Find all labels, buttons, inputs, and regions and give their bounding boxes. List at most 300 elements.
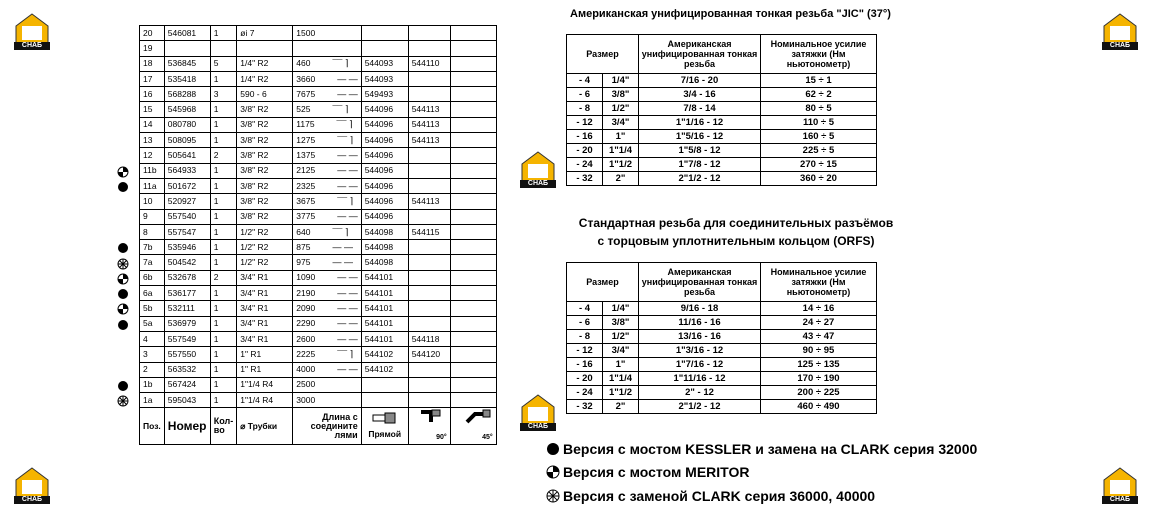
cell-length-value: 2325 bbox=[296, 180, 316, 191]
cell-tube-value: 3/8" R2 bbox=[240, 180, 269, 191]
cell-tube bbox=[237, 117, 293, 132]
cell-pos bbox=[140, 41, 165, 56]
cell-length bbox=[293, 362, 361, 377]
cell-angle45 bbox=[450, 347, 496, 362]
cell-qty bbox=[210, 270, 236, 285]
cell-angle90 bbox=[408, 301, 450, 316]
table-row bbox=[140, 331, 497, 346]
cell-straight-value: 544096 bbox=[364, 150, 394, 161]
header-qty-label: Кол- во bbox=[213, 416, 234, 436]
cell-qty-value: 2 bbox=[213, 272, 219, 283]
hose-end-arrow: — — bbox=[337, 364, 358, 375]
cell-length-value: 1275 bbox=[296, 134, 316, 145]
cell-number-value: 505641 bbox=[167, 150, 197, 161]
cell-qty bbox=[210, 56, 236, 71]
cell-tube-value: 1/2" R2 bbox=[240, 241, 269, 252]
cell-angle45 bbox=[450, 194, 496, 209]
table-row bbox=[140, 377, 497, 392]
cell-straight bbox=[361, 240, 408, 255]
cell-straight-value: 544102 bbox=[364, 364, 394, 375]
cell-tube-value: 3/8" R2 bbox=[240, 134, 269, 145]
hose-end-arrow: ¯¯ ⌉ bbox=[332, 226, 349, 237]
cell-pos bbox=[140, 255, 165, 270]
cell-pos-value: 3 bbox=[143, 348, 148, 359]
cell-tube-value: 3/4" R1 bbox=[240, 287, 269, 298]
cell-angle45 bbox=[450, 102, 496, 117]
jic-header-row bbox=[567, 35, 877, 74]
hose-end-arrow: ¯¯ ⌉ bbox=[332, 104, 349, 115]
cell-tube bbox=[237, 26, 293, 41]
cell-angle90 bbox=[408, 393, 450, 408]
hose-end-arrow: — — bbox=[337, 165, 358, 176]
cell-tube bbox=[237, 87, 293, 102]
logo-bottom-left bbox=[14, 466, 50, 502]
cell-length bbox=[293, 377, 361, 392]
cell-length bbox=[293, 347, 361, 362]
cell-angle90 bbox=[408, 56, 450, 71]
cell-straight-value: 544096 bbox=[364, 119, 394, 130]
cell-pos-value: 19 bbox=[143, 42, 153, 53]
half-circle-icon bbox=[117, 272, 129, 284]
header-angle45-label: 45° bbox=[482, 434, 493, 442]
orfs-row bbox=[567, 302, 877, 316]
orfs-cell-3: 170 ÷ 190 bbox=[761, 372, 877, 386]
jic-cell-0: - 12 bbox=[567, 116, 603, 130]
cell-pos-value: 1a bbox=[143, 394, 153, 405]
cell-straight bbox=[361, 117, 408, 132]
cell-angle45 bbox=[450, 209, 496, 224]
jic-cell-3: 15 ÷ 1 bbox=[761, 74, 877, 88]
cell-tube bbox=[237, 347, 293, 362]
cell-number-value: 595043 bbox=[167, 394, 197, 405]
table-row bbox=[140, 87, 497, 102]
cell-angle90 bbox=[408, 102, 450, 117]
cell-length-value: 3660 bbox=[296, 73, 316, 84]
jic-row bbox=[567, 116, 877, 130]
cell-number bbox=[164, 362, 210, 377]
logo-mid bbox=[520, 150, 556, 186]
jic-table bbox=[566, 34, 877, 186]
cell-angle90 bbox=[408, 163, 450, 178]
cell-qty bbox=[210, 133, 236, 148]
cell-angle90 bbox=[408, 26, 450, 41]
cell-length bbox=[293, 209, 361, 224]
table-row bbox=[140, 194, 497, 209]
cross-circle-icon bbox=[117, 394, 129, 406]
cell-angle45 bbox=[450, 71, 496, 86]
orfs-cell-3: 43 ÷ 47 bbox=[761, 330, 877, 344]
cell-pos-value: 7b bbox=[143, 241, 153, 252]
jic-cell-3: 62 ÷ 2 bbox=[761, 88, 877, 102]
cell-length bbox=[293, 224, 361, 239]
cell-angle45 bbox=[450, 286, 496, 301]
orfs-cell-2: 13/16 - 16 bbox=[639, 330, 761, 344]
orfs-cell-3: 460 ÷ 490 bbox=[761, 400, 877, 414]
jic-cell-3: 360 ÷ 20 bbox=[761, 172, 877, 186]
hose-end-arrow: — — bbox=[337, 73, 358, 84]
cell-angle45 bbox=[450, 133, 496, 148]
full-circle-icon bbox=[117, 287, 129, 299]
cell-pos bbox=[140, 133, 165, 148]
cell-qty-value: 1 bbox=[213, 27, 219, 38]
jic-cell-2: 1"5/16 - 12 bbox=[639, 130, 761, 144]
cell-length bbox=[293, 178, 361, 193]
cell-straight bbox=[361, 301, 408, 316]
cell-number bbox=[164, 117, 210, 132]
cell-number-value: 501672 bbox=[167, 180, 197, 191]
cell-qty bbox=[210, 240, 236, 255]
cell-length bbox=[293, 102, 361, 117]
logo-text: СНАБ bbox=[520, 180, 556, 188]
cell-tube-value: 1"1/4 R4 bbox=[240, 394, 274, 405]
hose-end-arrow: ¯¯ ⌉ bbox=[336, 119, 353, 130]
jic-header-size: Размер bbox=[567, 35, 639, 74]
table-row bbox=[140, 224, 497, 239]
cell-angle90-value: 544113 bbox=[411, 119, 440, 130]
cell-length bbox=[293, 270, 361, 285]
cell-tube bbox=[237, 194, 293, 209]
cell-length bbox=[293, 117, 361, 132]
cell-pos bbox=[140, 71, 165, 86]
jic-cell-1: 1"1/2 bbox=[603, 158, 639, 172]
cell-straight-value: 544096 bbox=[364, 104, 394, 115]
orfs-cell-3: 24 ÷ 27 bbox=[761, 316, 877, 330]
cell-qty bbox=[210, 102, 236, 117]
cell-pos bbox=[140, 194, 165, 209]
cell-straight bbox=[361, 194, 408, 209]
legend-text: Версия с мостом MERITOR bbox=[563, 464, 750, 480]
header-tube: ⌀ Трубки bbox=[237, 408, 293, 445]
cell-tube bbox=[237, 393, 293, 408]
cell-number bbox=[164, 102, 210, 117]
cell-qty bbox=[210, 178, 236, 193]
cell-pos-value: 10 bbox=[143, 195, 153, 206]
cell-straight bbox=[361, 178, 408, 193]
table-row bbox=[140, 393, 497, 408]
cell-number-value: 508095 bbox=[167, 134, 197, 145]
jic-cell-0: - 24 bbox=[567, 158, 603, 172]
cell-number bbox=[164, 178, 210, 193]
cell-straight-value: 544101 bbox=[364, 272, 394, 283]
cell-straight-value: 544098 bbox=[364, 241, 394, 252]
cell-length-value: 640 bbox=[296, 226, 311, 237]
cell-angle90-value: 544115 bbox=[411, 226, 440, 237]
cell-number bbox=[164, 255, 210, 270]
cell-length-value: 3675 bbox=[296, 195, 316, 206]
cell-straight bbox=[361, 56, 408, 71]
table-row bbox=[140, 347, 497, 362]
cell-length bbox=[293, 255, 361, 270]
cell-pos-value: 20 bbox=[143, 27, 153, 38]
hose-end-arrow: ¯¯ ⌉ bbox=[337, 348, 354, 359]
jic-cell-1: 2" bbox=[603, 172, 639, 186]
half-circle-icon bbox=[546, 464, 563, 480]
cell-tube-value: 3/8" R2 bbox=[240, 150, 269, 161]
orfs-title bbox=[556, 214, 916, 250]
cell-qty-value: 1 bbox=[213, 165, 219, 176]
cell-tube bbox=[237, 316, 293, 331]
cell-angle45 bbox=[450, 148, 496, 163]
table-row bbox=[140, 102, 497, 117]
cell-angle45 bbox=[450, 377, 496, 392]
cell-angle45 bbox=[450, 393, 496, 408]
cell-tube bbox=[237, 377, 293, 392]
cell-pos-value: 5b bbox=[143, 302, 153, 313]
cell-number-value: 536845 bbox=[167, 58, 197, 69]
cell-straight bbox=[361, 102, 408, 117]
cell-length-value: 1375 bbox=[296, 150, 316, 161]
cell-number-value: 564933 bbox=[167, 165, 197, 176]
cell-number bbox=[164, 240, 210, 255]
jic-cell-1: 3/4" bbox=[603, 116, 639, 130]
cell-straight bbox=[361, 331, 408, 346]
cell-angle45 bbox=[450, 362, 496, 377]
table-row bbox=[140, 316, 497, 331]
cell-number-value: 557547 bbox=[167, 226, 197, 237]
orfs-cell-1: 1" bbox=[603, 358, 639, 372]
cell-angle90 bbox=[408, 148, 450, 163]
cell-number-value: 568288 bbox=[167, 88, 197, 99]
cell-length bbox=[293, 71, 361, 86]
cell-number bbox=[164, 331, 210, 346]
cell-length-value: 2290 bbox=[296, 318, 316, 329]
cell-number bbox=[164, 209, 210, 224]
cell-qty bbox=[210, 26, 236, 41]
cell-number-value: 536979 bbox=[167, 318, 197, 329]
cell-length-value: 1500 bbox=[296, 27, 316, 38]
table-row bbox=[140, 26, 497, 41]
cell-straight bbox=[361, 71, 408, 86]
jic-cell-1: 1" bbox=[603, 130, 639, 144]
cell-length bbox=[293, 240, 361, 255]
table-row bbox=[140, 178, 497, 193]
cell-number bbox=[164, 347, 210, 362]
cell-straight-value: 544096 bbox=[364, 180, 394, 191]
cell-pos bbox=[140, 117, 165, 132]
hose-end-arrow: ¯¯ ⌉ bbox=[337, 134, 354, 145]
table-row bbox=[140, 41, 497, 56]
jic-cell-1: 1"1/4 bbox=[603, 144, 639, 158]
cell-length bbox=[293, 148, 361, 163]
cell-qty-value: 1 bbox=[213, 348, 219, 359]
cell-qty bbox=[210, 347, 236, 362]
cell-angle90 bbox=[408, 41, 450, 56]
cell-straight-value: 544101 bbox=[364, 333, 394, 344]
header-straight-label: Прямой bbox=[368, 428, 402, 439]
cell-number bbox=[164, 393, 210, 408]
cell-angle90 bbox=[408, 270, 450, 285]
hose-end-arrow: ¯¯ ⌉ bbox=[332, 58, 349, 69]
cell-qty-value: 1 bbox=[213, 333, 219, 344]
hose-end-arrow: — — bbox=[337, 150, 358, 161]
cell-tube bbox=[237, 255, 293, 270]
cell-tube-value: 3/8" R2 bbox=[240, 104, 269, 115]
cell-pos bbox=[140, 102, 165, 117]
orfs-header-row bbox=[567, 263, 877, 302]
cell-number-value: 545968 bbox=[167, 104, 197, 115]
cell-angle45 bbox=[450, 331, 496, 346]
jic-row bbox=[567, 88, 877, 102]
orfs-cell-3: 14 ÷ 16 bbox=[761, 302, 877, 316]
cell-number bbox=[164, 301, 210, 316]
cell-qty-value: 3 bbox=[213, 88, 219, 99]
cell-number bbox=[164, 270, 210, 285]
table-row bbox=[140, 56, 497, 71]
cell-tube bbox=[237, 56, 293, 71]
straight-fitting-icon bbox=[371, 412, 399, 424]
cell-straight bbox=[361, 148, 408, 163]
hose-end-arrow: — — bbox=[337, 272, 358, 283]
table-row bbox=[140, 148, 497, 163]
jic-header-torque: Номинальное усилие затяжки (Нм ньютонометр) bbox=[761, 35, 877, 74]
orfs-cell-2: 2"1/2 - 12 bbox=[639, 400, 761, 414]
logo-bottom-right bbox=[1102, 466, 1138, 502]
cell-straight-value: 544096 bbox=[364, 134, 394, 145]
cell-number-value: 557549 bbox=[167, 333, 197, 344]
cell-tube bbox=[237, 148, 293, 163]
cell-tube bbox=[237, 224, 293, 239]
cell-number-value: 567424 bbox=[167, 379, 197, 390]
cell-pos bbox=[140, 377, 165, 392]
cell-length bbox=[293, 286, 361, 301]
cell-length bbox=[293, 331, 361, 346]
cell-pos-value: 9 bbox=[143, 211, 148, 222]
logo-mid-low bbox=[520, 393, 556, 429]
orfs-cell-2: 1"7/16 - 12 bbox=[639, 358, 761, 372]
cell-pos-value: 15 bbox=[143, 104, 153, 115]
jic-cell-3: 270 ÷ 15 bbox=[761, 158, 877, 172]
cell-pos bbox=[140, 26, 165, 41]
orfs-row bbox=[567, 330, 877, 344]
cell-number bbox=[164, 41, 210, 56]
cross-circle-icon bbox=[546, 488, 563, 504]
cell-pos bbox=[140, 393, 165, 408]
cell-number-value: 536177 bbox=[167, 287, 197, 298]
orfs-title-line1: Стандартная резьба для соединительных разъёмов bbox=[578, 216, 894, 230]
full-circle-icon bbox=[117, 318, 129, 330]
cell-pos-value: 4 bbox=[143, 333, 148, 344]
cell-pos bbox=[140, 163, 165, 178]
cell-number bbox=[164, 56, 210, 71]
jic-cell-2: 2"1/2 - 12 bbox=[639, 172, 761, 186]
jic-cell-2: 7/8 - 14 bbox=[639, 102, 761, 116]
orfs-row bbox=[567, 372, 877, 386]
orfs-cell-0: - 20 bbox=[567, 372, 603, 386]
cell-length-value: 3000 bbox=[296, 394, 316, 405]
jic-row bbox=[567, 74, 877, 88]
jic-cell-3: 160 ÷ 5 bbox=[761, 130, 877, 144]
cell-straight bbox=[361, 316, 408, 331]
cell-pos bbox=[140, 148, 165, 163]
cell-straight-value: 544096 bbox=[364, 165, 394, 176]
cell-angle90 bbox=[408, 209, 450, 224]
cell-tube-value: 3/4" R1 bbox=[240, 302, 269, 313]
cell-pos-value: 16 bbox=[143, 88, 153, 99]
table-row bbox=[140, 163, 497, 178]
cell-tube-value: 1/2" R2 bbox=[240, 257, 269, 268]
cell-number-value: 532111 bbox=[167, 302, 195, 313]
cell-straight-value: 544102 bbox=[364, 348, 394, 359]
cell-pos-value: 1b bbox=[143, 379, 153, 390]
full-circle-icon bbox=[546, 441, 563, 457]
cell-length-value: 2125 bbox=[296, 165, 316, 176]
header-qty bbox=[210, 408, 236, 445]
orfs-row bbox=[567, 344, 877, 358]
angle-90-fitting-icon bbox=[417, 408, 447, 426]
cell-tube bbox=[237, 133, 293, 148]
cell-straight-value: 544093 bbox=[364, 58, 394, 69]
cell-pos-value: 5a bbox=[143, 318, 153, 329]
jic-cell-2: 7/16 - 20 bbox=[639, 74, 761, 88]
cell-length-value: 2090 bbox=[296, 302, 316, 313]
cell-angle90 bbox=[408, 117, 450, 132]
cell-pos bbox=[140, 224, 165, 239]
cell-angle45 bbox=[450, 240, 496, 255]
cell-number bbox=[164, 71, 210, 86]
jic-cell-0: - 4 bbox=[567, 74, 603, 88]
cell-straight bbox=[361, 41, 408, 56]
legend-text: Версия с мостом KESSLER и замена на CLARK серия 32000 bbox=[563, 441, 978, 457]
cell-straight bbox=[361, 393, 408, 408]
cell-length bbox=[293, 41, 361, 56]
cell-length-value: 2190 bbox=[296, 287, 316, 298]
cell-tube bbox=[237, 71, 293, 86]
cell-qty-value: 1 bbox=[213, 364, 219, 375]
cell-number bbox=[164, 148, 210, 163]
table-row bbox=[140, 270, 497, 285]
cell-qty bbox=[210, 377, 236, 392]
cell-tube bbox=[237, 178, 293, 193]
cell-pos bbox=[140, 178, 165, 193]
orfs-cell-0: - 24 bbox=[567, 386, 603, 400]
cell-number bbox=[164, 286, 210, 301]
orfs-header-torque: Номинальное усилие затяжки (Нм ньютонометр) bbox=[761, 263, 877, 302]
orfs-row bbox=[567, 316, 877, 330]
cell-straight bbox=[361, 87, 408, 102]
cell-straight-value: 544098 bbox=[364, 226, 394, 237]
cell-angle90 bbox=[408, 224, 450, 239]
cell-angle90 bbox=[408, 87, 450, 102]
cell-length-value: 2225 bbox=[296, 348, 316, 359]
cell-tube bbox=[237, 270, 293, 285]
logo-text: СНАБ bbox=[14, 42, 50, 50]
logo-text: СНАБ bbox=[1102, 42, 1138, 50]
orfs-cell-0: - 32 bbox=[567, 400, 603, 414]
cell-angle90 bbox=[408, 377, 450, 392]
cell-angle45 bbox=[450, 87, 496, 102]
jic-cell-0: - 6 bbox=[567, 88, 603, 102]
jic-row bbox=[567, 158, 877, 172]
cell-angle45 bbox=[450, 270, 496, 285]
jic-cell-2: 1"7/8 - 12 bbox=[639, 158, 761, 172]
hose-end-arrow: — — bbox=[337, 333, 358, 344]
cell-tube-value: 1/4" R2 bbox=[240, 58, 269, 69]
jic-cell-3: 110 ÷ 5 bbox=[761, 116, 877, 130]
cell-angle90 bbox=[408, 71, 450, 86]
cell-qty bbox=[210, 163, 236, 178]
full-circle-icon bbox=[117, 379, 129, 391]
cell-qty-value: 1 bbox=[213, 134, 219, 145]
cell-number-value: 520927 bbox=[167, 195, 197, 206]
cell-qty-value: 1 bbox=[213, 287, 219, 298]
cell-straight-value: 544096 bbox=[364, 211, 394, 222]
cell-pos bbox=[140, 301, 165, 316]
cell-tube bbox=[237, 301, 293, 316]
orfs-row bbox=[567, 400, 877, 414]
cell-straight bbox=[361, 286, 408, 301]
cell-pos bbox=[140, 209, 165, 224]
full-circle-icon bbox=[117, 180, 129, 192]
